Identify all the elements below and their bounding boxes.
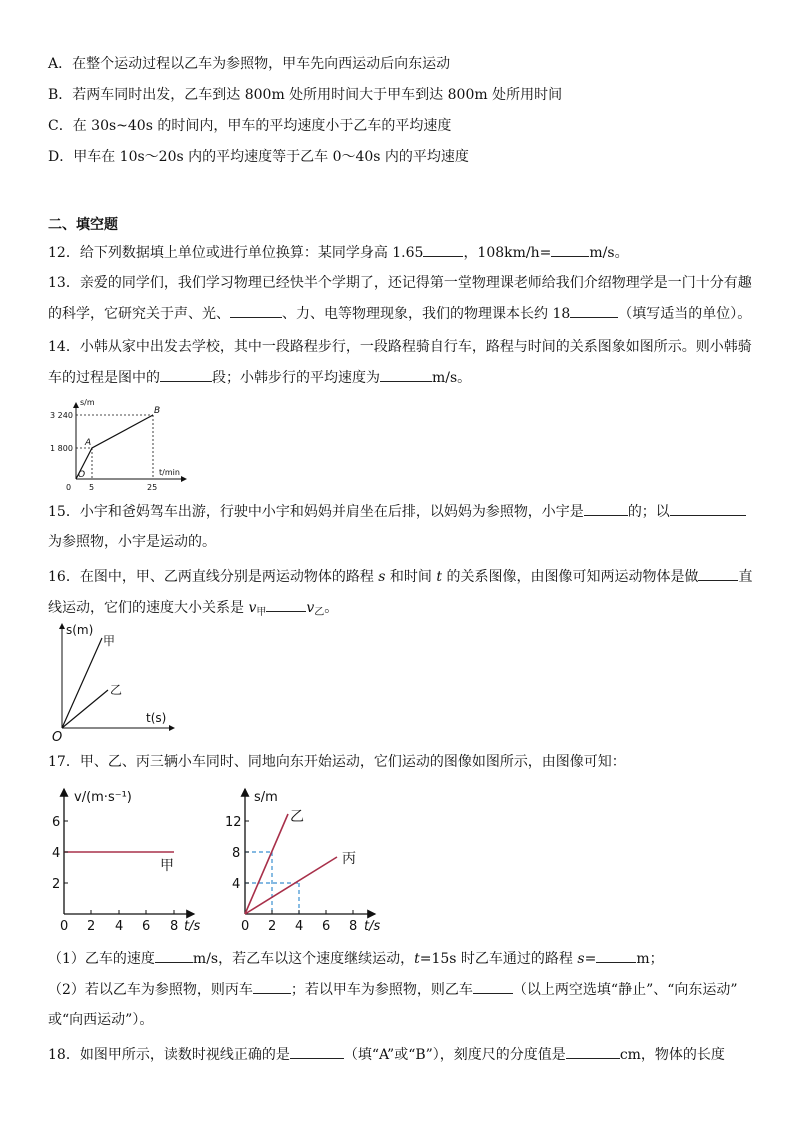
q14-point-o: O (78, 470, 86, 480)
question-13-line2 (48, 303, 751, 324)
q14-blank-2[interactable] (380, 367, 432, 382)
q18-text-a: 18．如图甲所示，读数时视线正确的是 (48, 1047, 290, 1063)
q14-x-tick-5: 5 (89, 483, 95, 492)
q17-vt-x-tick-4: 4 (115, 919, 124, 934)
q16-blank-2[interactable] (266, 597, 306, 612)
q16-text-d: 直 (738, 569, 753, 585)
q12-text-b: ，108km/h= (463, 245, 552, 261)
q16-x-label: t(s) (146, 711, 167, 725)
q17-vt-x-label: t/s (184, 919, 201, 934)
q17-st-y-tick-4: 4 (232, 877, 241, 892)
q16-line-yi (62, 690, 108, 728)
q14-point-a: A (85, 438, 92, 448)
q17p1-text-a: （1）乙车的速度 (48, 951, 155, 967)
option-c: C．在 30s~40s 的时间内，甲车的平均速度小于乙车的平均速度 (48, 118, 452, 134)
q17-vt-y-tick-4: 4 (52, 846, 61, 861)
q16-symbol-s: s (378, 569, 386, 585)
q13-text-b: 、力、电等物理现象，我们的物理课本长约 18 (282, 306, 571, 322)
q17-blank-1[interactable] (155, 948, 193, 963)
q15-blank-2[interactable] (670, 501, 746, 516)
q17-blank-3[interactable] (253, 979, 291, 994)
q14-x-tick-25: 25 (147, 483, 158, 492)
q16-label-jia: 甲 (103, 634, 116, 648)
question-16-line1 (48, 566, 752, 587)
q14-text-a: 车的过程是图中的 (48, 370, 160, 386)
q18-text-c: cm，物体的长度 (619, 1047, 725, 1063)
q17-label-yi: 乙 (290, 809, 304, 825)
q17-line-yi (245, 814, 288, 914)
q12-text-c: m/s。 (589, 245, 629, 261)
q17p1-text-d: = (584, 951, 597, 967)
q17-st-x-tick-8: 8 (349, 919, 358, 934)
q18-blank-2[interactable] (566, 1044, 620, 1059)
option-b: B．若两车同时出发，乙车到达 800m 处所用时间大于甲车到达 800m 处所用时间 (48, 87, 563, 103)
q13-text-c: （填写适当的单位）。 (618, 306, 752, 322)
q14-x-label: t/min (159, 468, 180, 477)
q16-text-a: 16．在图中，甲、乙两直线分别是两运动物体的路程 (48, 569, 379, 585)
q16-origin: O (52, 730, 63, 745)
q17p2-text-a: （2）若以乙车为参照物，则丙车 (48, 982, 253, 998)
question-14-line2 (48, 367, 471, 388)
q15-blank-1[interactable] (584, 501, 628, 516)
section-title: 二、填空题 (48, 217, 118, 233)
q17-line-bing (245, 857, 337, 914)
question-12 (48, 242, 629, 263)
question-17-line1: 17．甲、乙、丙三辆小车同时、同地向东开始运动，它们运动的图像如图所示，由图像可知： (48, 754, 626, 770)
q17-vt-x-tick-0: 0 (60, 919, 69, 934)
q16-label-yi: 乙 (110, 683, 123, 697)
q17-st-y-tick-8: 8 (232, 846, 241, 861)
q16-line-jia (62, 638, 102, 728)
q18-blank-1[interactable] (290, 1044, 344, 1059)
q14-y-tick-3240: 3 240 (50, 411, 73, 420)
q13-text-a: 的科学，它研究关于声、光、 (48, 306, 230, 322)
q17-st-y-label: s/m (254, 790, 278, 805)
q16-sub-jia: 甲 (256, 607, 267, 618)
q16-symbol-v1: v (248, 600, 257, 616)
q17-vt-x-tick-6: 6 (142, 919, 151, 934)
q17-st-x-tick-6: 6 (322, 919, 331, 934)
question-17-part2-line2: 或“向西运动”）。 (48, 1012, 154, 1028)
option-d: D．甲车在 10s～20s 内的平均速度等于乙车 0～40s 内的平均速度 (48, 149, 469, 165)
q17-vt-graph (48, 783, 208, 933)
question-15-line2: 为参照物，小宇是运动的。 (48, 534, 216, 550)
question-15-line1 (48, 501, 746, 522)
q16-symbol-t: t (436, 569, 442, 585)
q14-point-b: B (154, 406, 161, 416)
q14-text-b: 段；小韩步行的平均速度为 (212, 370, 380, 386)
q14-graph (50, 395, 196, 495)
q17p2-text-b: ；若以甲车为参照物，则乙车 (290, 982, 473, 998)
q17-vt-y-tick-2: 2 (52, 877, 61, 892)
q17p1-text-c: =15s 时乙车通过的路程 (419, 951, 578, 967)
q17-label-jia: 甲 (160, 858, 174, 874)
q16-graph (50, 620, 180, 745)
q14-x-tick-0: 0 (66, 483, 72, 492)
q17-vt-x-tick-8: 8 (170, 919, 179, 934)
q15-text-b: 的；以 (627, 504, 670, 520)
q17-st-x-tick-4: 4 (295, 919, 304, 934)
q17-vt-y-tick-6: 6 (52, 815, 61, 830)
question-17-part2 (48, 979, 738, 1000)
q17p2-text-c: （以上两空选填“静止”、“向东运动” (512, 982, 738, 998)
q14-y-tick-1800: 1 800 (50, 444, 73, 453)
q16-blank-1[interactable] (698, 566, 738, 581)
q18-text-b: （填“A”或“B”），刻度尺的分度值是 (343, 1047, 566, 1063)
q14-y-label: s/m (80, 398, 95, 407)
q16-text-f: 。 (324, 600, 339, 616)
q13-blank-2[interactable] (570, 303, 618, 318)
question-13-line1: 13．亲爱的同学们，我们学习物理已经快半个学期了，还记得第一堂物理课老师给我们介绍物理学是一门十分有趣 (48, 275, 752, 291)
q17-st-x-tick-0: 0 (241, 919, 250, 934)
q17-blank-2[interactable] (596, 948, 636, 963)
q17-st-graph (222, 783, 392, 933)
q15-text-a: 15．小宇和爸妈驾车出游，行驶中小宇和妈妈并肩坐在后排，以妈妈为参照物，小宇是 (48, 504, 584, 520)
q14-blank-1[interactable] (160, 367, 212, 382)
q17-st-y-tick-12: 12 (225, 815, 242, 830)
q16-text-e: 线运动，它们的速度大小关系是 (48, 600, 249, 616)
q13-blank-1[interactable] (230, 303, 282, 318)
q17p1-symbol-s: s (577, 951, 585, 967)
q17p1-text-e: m； (636, 951, 664, 967)
q17-st-x-tick-2: 2 (268, 919, 277, 934)
q12-blank-2[interactable] (551, 242, 589, 257)
q16-y-label: s(m) (66, 623, 94, 637)
question-18 (48, 1044, 725, 1065)
q16-text-c: 的关系图像，由图像可知两运动物体是做 (442, 569, 699, 585)
question-17-part1 (48, 948, 664, 969)
q16-symbol-v2: v (306, 600, 315, 616)
q16-sub-yi: 乙 (314, 607, 325, 618)
q17-st-x-label: t/s (364, 919, 381, 934)
q17-vt-x-tick-2: 2 (87, 919, 96, 934)
q17p1-text-b: m/s，若乙车以这个速度继续运动， (192, 951, 415, 967)
q14-text-c: m/s。 (432, 370, 472, 386)
q12-blank-1[interactable] (423, 242, 463, 257)
q17p1-symbol-t: t (414, 951, 420, 967)
q16-text-b: 和时间 (385, 569, 437, 585)
option-a: A．在整个运动过程以乙车为参照物，甲车先向西运动后向东运动 (48, 56, 451, 72)
q17-vt-y-label: v/(m·s⁻¹) (74, 790, 132, 805)
q17-label-bing: 丙 (342, 851, 356, 867)
q17-blank-4[interactable] (473, 979, 513, 994)
q12-text-a: 12．给下列数据填上单位或进行单位换算：某同学身高 1.65 (48, 245, 424, 261)
question-14-line1: 14．小韩从家中出发去学校，其中一段路程步行，一段路程骑自行车，路程与时间的关系图象如图所示。则小韩骑 (48, 339, 752, 355)
